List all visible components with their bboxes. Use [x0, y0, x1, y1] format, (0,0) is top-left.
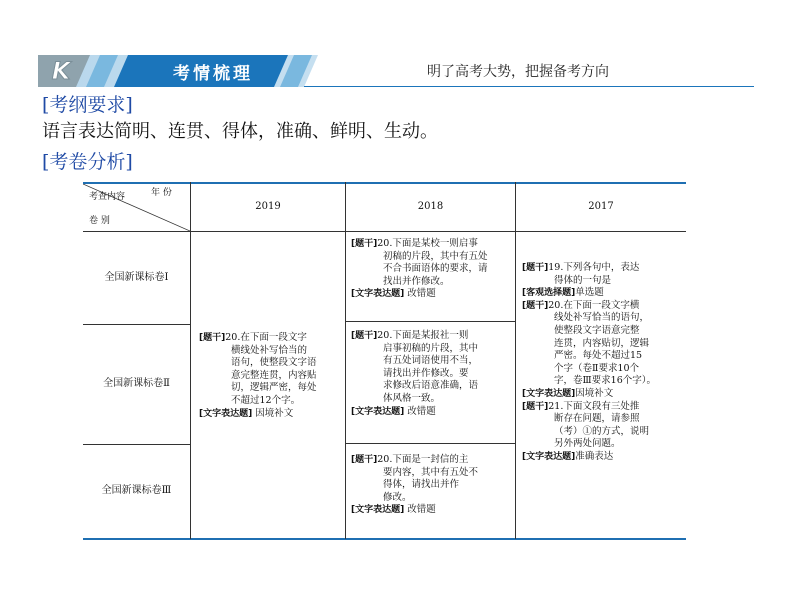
objective-tag: [客观选择题] — [522, 288, 576, 299]
corner-content-label: 考查内容 — [89, 192, 126, 202]
col-rule-3 — [515, 182, 516, 539]
stem-line: 横线处补写恰当的 — [231, 344, 308, 356]
stem-tag: [题干] — [351, 455, 378, 465]
exam-analysis-table — [83, 182, 686, 540]
stem-tag: [题干] — [199, 333, 226, 343]
stem-line: 初稿的片段，其中有五处 — [383, 250, 488, 262]
stem-tag: [题干] — [522, 401, 549, 412]
stem-line: 严密。每处不超过15 — [554, 350, 643, 362]
stem-line: 20.下面是一封信的主 — [377, 454, 469, 465]
cell-2019-question — [199, 332, 341, 420]
stem-line: 另外两处问题。 — [554, 438, 621, 450]
stem-line: 不超过12个字。 — [231, 394, 301, 406]
stem-line: 使整段文字语意完整 — [554, 324, 640, 336]
stem-line: 连贯，内容贴切，逻辑 — [554, 337, 650, 349]
writing-tag: [文字表达题] — [522, 388, 576, 399]
writing-tag: [文字表达题] — [199, 408, 253, 419]
row1-2018-rule — [345, 321, 515, 322]
stem-line: 21.下面文段有三处推 — [548, 400, 640, 412]
writing-tag: [文字表达题] — [351, 406, 405, 417]
year-header-2018: 2018 — [417, 201, 444, 213]
stem-line: 切，逻辑严密，每处 — [231, 382, 317, 394]
corner-paper-label: 卷 别 — [89, 216, 110, 226]
banner-subtitle: 明了高考大势，把握备考方向 — [427, 64, 609, 80]
stem-line: 线处补写恰当的语句， — [554, 312, 650, 324]
stem-line: 字，卷Ⅲ要求16个字）。 — [554, 375, 657, 387]
stem-line: 意完整连贯，内容贴 — [231, 369, 317, 381]
writing-tag: [文字表达题] — [522, 451, 576, 462]
stem-line: 20.下面是某校一则启事 — [377, 238, 478, 249]
question-type: 改错题 — [407, 504, 436, 516]
stem-line: 不合书面语体的要求，请 — [383, 263, 488, 275]
stem-line: 求修改后语意准确，语 — [383, 380, 479, 392]
table-bottom-rule — [83, 538, 686, 540]
requirements-heading: [考纲要求] — [42, 94, 133, 116]
stem-tag: [题干] — [351, 331, 378, 341]
row2-2018-rule — [345, 443, 515, 444]
stem-line: 请找出并作修改。要 — [383, 367, 469, 379]
stem-line: 修改。 — [383, 491, 412, 503]
row-label-paper-1: 全国新课标卷Ⅰ — [104, 271, 169, 283]
row-label-paper-3: 全国新课标卷Ⅲ — [101, 485, 172, 497]
cell-2017-questions — [522, 262, 684, 464]
banner-title: 考情梳理 — [173, 63, 253, 84]
stem-line: 20.下面是某报社一则 — [377, 330, 469, 341]
col-rule-2 — [345, 182, 346, 539]
section-banner — [38, 55, 754, 87]
question-type: 因境补文 — [255, 407, 294, 419]
cell-2018-paper-3 — [351, 454, 511, 517]
question-type: 改错题 — [407, 405, 436, 417]
question-type: 单选题 — [575, 287, 604, 299]
stem-tag: [题干] — [522, 300, 549, 311]
stem-line: 20.在下面一段文字横 — [548, 299, 640, 311]
stem-line: 启事初稿的片段，其中 — [383, 342, 479, 354]
question-type: 准确表达 — [575, 450, 614, 462]
requirements-text: 语言表达简明、连贯、得体，准确、鲜明、生动。 — [42, 121, 438, 142]
question-type: 因境补文 — [575, 387, 614, 399]
year-header-2017: 2017 — [588, 201, 614, 213]
stem-line: 个字（卷Ⅱ要求10个 — [554, 362, 640, 374]
cell-2018-paper-2 — [351, 330, 511, 418]
col-rule-1 — [190, 182, 191, 539]
stem-line: 语句，使整段文字语 — [231, 357, 317, 369]
stem-line: 体风格一致。 — [383, 392, 441, 404]
corner-year-label: 年 份 — [151, 188, 172, 198]
stem-line: （考）①的方式，说明 — [554, 425, 650, 437]
stem-line: 19.下列各句中，表达 — [548, 262, 640, 273]
year-header-2019: 2019 — [255, 201, 281, 213]
question-type: 改错题 — [407, 288, 436, 300]
stem-line: 得体的一句是 — [554, 274, 612, 286]
stem-line: 找出并作修改。 — [383, 275, 450, 287]
writing-tag: [文字表达题] — [351, 289, 405, 300]
row-label-paper-2: 全国新课标卷Ⅱ — [103, 378, 170, 390]
stem-line: 断存在问题，请参照 — [554, 413, 640, 425]
stem-line: 得体，请找出并作 — [383, 479, 460, 491]
stem-line: 有五处词语使用不当， — [383, 355, 479, 367]
k-logo-icon: K — [51, 57, 71, 85]
cell-2018-paper-1 — [351, 238, 511, 301]
analysis-heading: [考卷分析] — [42, 151, 133, 173]
writing-tag: [文字表达题] — [351, 505, 405, 516]
stem-tag: [题干] — [522, 263, 549, 273]
stem-tag: [题干] — [351, 239, 378, 249]
stem-line: 20.在下面一段文字 — [225, 332, 307, 343]
stem-line: 要内容，其中有五处不 — [383, 466, 479, 478]
